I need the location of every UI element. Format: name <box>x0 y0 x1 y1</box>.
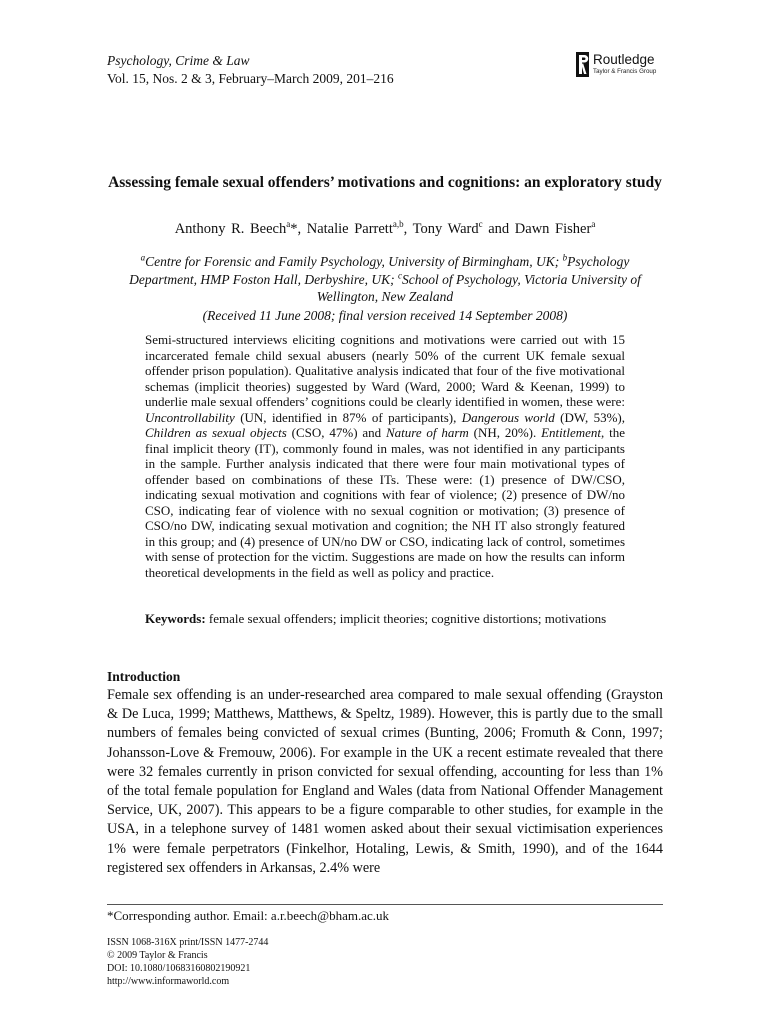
abstract: Semi-structured interviews eliciting cognitions and motivations were carried out with 15 incarcerated female child sexual abusers (nearly 50% of the current UK female sexual offender prison population). Qualitative analysis indicated that four of the five motivational schemas (implicit theories) suggested by Ward (Ward, 2000; Ward & Keenan, 1999) to underlie male sexual offenders’ cognitions could be clearly identified in women, these were: Uncontrollability (UN, identified in 87% of participants), Dangerous world (DW, 53%), Children as sexual objects (CSO, 47%) and Nature of harm (NH, 20%). Entitlement, the final implicit theory (IT), commonly found in males, was not identified in any participants in the sample. Further analysis indicated that there were four main motivational types of offender based on combinations of these ITs. These were: (1) presence of DW/CSO, indicating sexual motivation and cognitions with fear of violence; (2) presence of DW/no CSO, indicating fear of violence with no sexual cognition or motivation; (3) presence of CSO/no DW, indicating sexual motivation and cognition; the NH IT also strongly featured in this group; and (4) presence of UN/no DW or CSO, indicating lack of control, sometimes with sense of protection for the victim. Suggestions are made on how the results can inform theoretical developments in the field as well as policy and practice. <box>145 332 626 580</box>
author: Dawn Fisher$^a$ <box>514 219 596 237</box>
copyright: © 2009 Taylor & Francis <box>107 950 208 961</box>
author-list <box>107 219 663 239</box>
publisher-logo <box>576 50 666 80</box>
issn: ISSN 1068-316X print/ISSN 1477-2744 <box>107 937 269 948</box>
author: Tony Ward$^c$ and <box>412 219 515 237</box>
journal-header <box>107 52 394 88</box>
routledge-r-icon <box>576 52 589 77</box>
affiliation: $^c$School of Psychology, Victoria University of Wellington, New Zealand <box>316 270 641 304</box>
section-heading-introduction: Introduction <box>107 669 181 684</box>
article-title: Assessing female sexual offenders’ motivations and cognitions: an exploratory study <box>108 174 662 191</box>
body-paragraph: Female sex offending is an under-researched area compared to male sexual offending (Grayston & De Luca, 1999; Matthews, Matthews, & Speltz, 1989). However, this is partly due to the small numbers of females being convicted of sexual crimes (Bunting, 2006; Fromuth & Conn, 1997; Johansson-Love & Fremouw, 2006). For example in the UK a recent estimate revealed that there were 32 females currently in prison convicted for sexual offending, accounting for less than 1% of the total female population for England and Wales (data from National Offender Management Service, UK, 2007). This appears to be a figure comparable to other studies, for example in the USA, in a telephone survey of 1481 women asked about their sexual victimisation experiences 1% were female perpetrators (Finkelhor, Hotaling, Lewis, & Smith, 1990), and of the 1644 registered sex offenders in Arkansas, 2.4% were <box>107 687 663 876</box>
keywords <box>145 611 625 627</box>
received-dates: (Received 11 June 2008; final version received 14 September 2008) <box>202 308 568 323</box>
keywords-text: female sexual offenders; implicit theories; cognitive distortions; motivations <box>208 611 607 626</box>
affiliation: $^b$Psychology Department, HMP Foston Hall, Derbyshire, UK; <box>129 252 630 287</box>
corresponding-author-footnote: *Corresponding author. Email: a.r.beech@bham.ac.uk <box>107 908 390 923</box>
doi: DOI: 10.1080/10683160802190921 <box>107 963 251 974</box>
author: Natalie Parrett$^{a,b}$, <box>306 219 413 237</box>
affiliations <box>107 253 663 306</box>
author: Anthony R. Beech$^a$*, <box>174 219 307 237</box>
publisher-brand: Routledge <box>593 52 655 67</box>
publisher-tagline: Taylor & Francis Group <box>593 68 657 75</box>
publisher-url[interactable]: http://www.informaworld.com <box>107 976 230 987</box>
volume-line: Vol. 15, Nos. 2 & 3, February–March 2009, 201–216 <box>107 71 394 86</box>
journal-name: Psychology, Crime & Law <box>107 53 250 68</box>
keywords-label: Keywords: <box>145 611 206 626</box>
publication-meta <box>107 936 268 988</box>
footnote-divider <box>107 904 663 905</box>
affiliation: $^a$Centre for Forensic and Family Psychology, University of Birmingham, UK; <box>140 252 563 269</box>
